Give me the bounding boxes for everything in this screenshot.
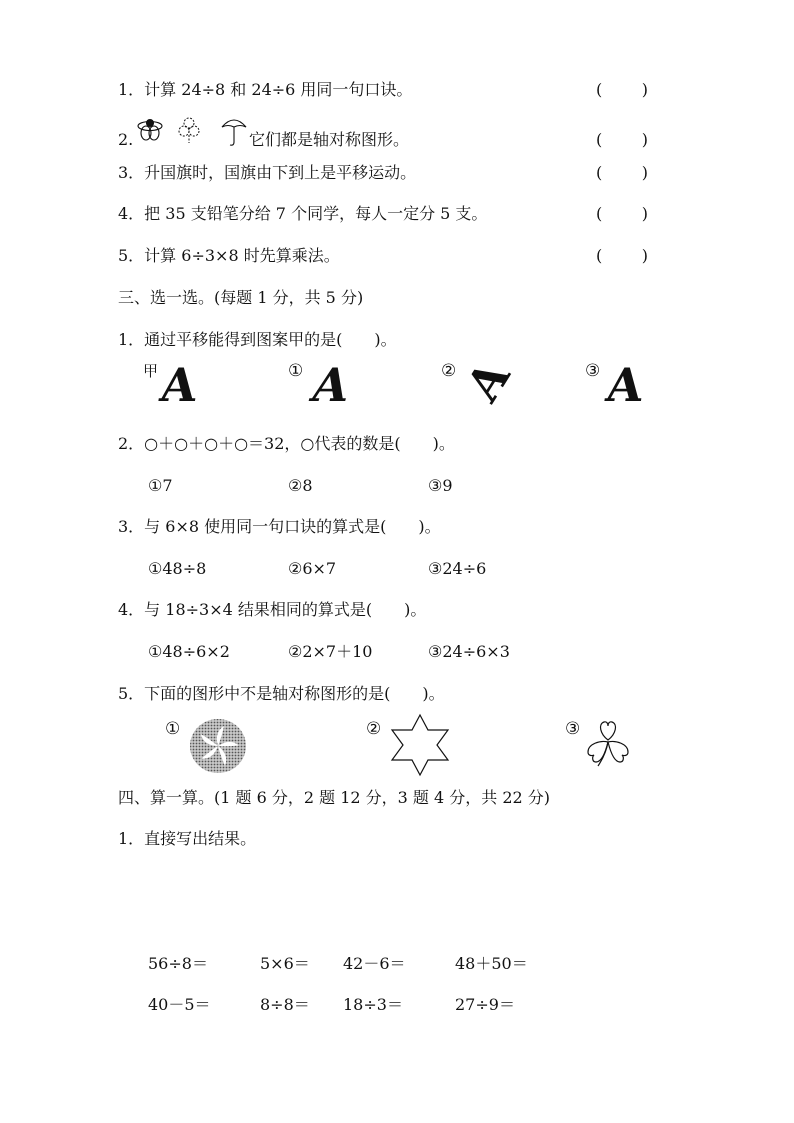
- umbrella-figure-icon: [222, 120, 246, 145]
- judge-item-2-number: 2.: [118, 130, 134, 149]
- judge-item-2-figures: [134, 115, 244, 149]
- judge-item-2-text: 它们都是轴对称图形。: [249, 130, 410, 149]
- s3-q1-label-jia: 甲: [143, 362, 159, 380]
- s3-q1-label-1[interactable]: ①: [288, 361, 304, 381]
- calc-1-3: 42－6＝: [343, 954, 406, 973]
- section4-title: 四、算一算。(1 题 6 分，2 题 12 分，3 题 4 分，共 22 分): [118, 788, 551, 807]
- calc-2-3: 18÷3＝: [343, 995, 403, 1014]
- s3-q5-label-3[interactable]: ③: [565, 719, 581, 739]
- calc-1-1: 56÷8＝: [148, 954, 208, 973]
- letter-a-option-3: A: [603, 358, 647, 412]
- letter-a-original: A: [157, 358, 201, 412]
- calc-2-4: 27÷9＝: [455, 995, 515, 1014]
- judge-item-1: 1．计算 24÷8 和 24÷6 用同一句口诀。: [118, 80, 413, 99]
- s3-q3-text: 3．与 6×8 使用同一句口诀的算式是( )。: [118, 517, 441, 536]
- judge-item-4: 4．把 35 支铅笔分给 7 个同学，每人一定分 5 支。: [118, 204, 488, 223]
- answer-paren-3[interactable]: ( ): [596, 163, 648, 182]
- heart-clover-icon: [584, 718, 632, 768]
- calc-2-1: 40－5＝: [148, 995, 211, 1014]
- clover-figure-icon: [179, 118, 199, 143]
- section3-title: 三、选一选。(每题 1 分，共 5 分): [118, 288, 364, 307]
- letter-a-option-1: A: [306, 358, 356, 412]
- s3-q4-option-1[interactable]: ①48÷6×2: [148, 642, 230, 661]
- s3-q2-option-1[interactable]: ①7: [148, 476, 173, 495]
- letter-a-option-2: A: [455, 351, 521, 411]
- s4-q1-text: 1．直接写出结果。: [118, 829, 257, 848]
- s3-q2-option-3[interactable]: ③9: [428, 476, 453, 495]
- answer-paren-4[interactable]: ( ): [596, 204, 648, 223]
- calc-1-2: 5×6＝: [260, 954, 310, 973]
- answer-paren-1[interactable]: ( ): [596, 80, 648, 99]
- s3-q4-option-3[interactable]: ③24÷6×3: [428, 642, 510, 661]
- s3-q3-option-1[interactable]: ①48÷8: [148, 559, 207, 578]
- s3-q4-option-2[interactable]: ②2×7＋10: [288, 642, 373, 661]
- s3-q1-label-2[interactable]: ②: [441, 361, 457, 381]
- s3-q1-label-3[interactable]: ③: [585, 361, 601, 381]
- s3-q5-label-2[interactable]: ②: [366, 719, 382, 739]
- calc-2-2: 8÷8＝: [260, 995, 310, 1014]
- bauhinia-flag-icon: [189, 718, 247, 774]
- s3-q2-text: 2．○＋○＋○＋○＝32，○代表的数是( )。: [118, 434, 455, 453]
- s3-q2-option-2[interactable]: ②8: [288, 476, 313, 495]
- s3-q3-option-2[interactable]: ②6×7: [288, 559, 337, 578]
- flower-figure-icon: [138, 120, 162, 141]
- s3-q3-option-3[interactable]: ③24÷6: [428, 559, 487, 578]
- judge-item-3: 3．升国旗时，国旗由下到上是平移运动。: [118, 163, 417, 182]
- judge-item-5: 5．计算 6÷3×8 时先算乘法。: [118, 246, 340, 265]
- s3-q1-text: 1．通过平移能得到图案甲的是( )。: [118, 330, 397, 349]
- answer-paren-5[interactable]: ( ): [596, 246, 648, 265]
- six-point-star-icon: [390, 714, 450, 776]
- answer-paren-2[interactable]: ( ): [596, 130, 648, 149]
- calc-1-4: 48＋50＝: [455, 954, 528, 973]
- s3-q5-text: 5．下面的图形中不是轴对称图形的是( )。: [118, 684, 445, 703]
- s3-q5-label-1[interactable]: ①: [165, 719, 181, 739]
- s3-q4-text: 4．与 18÷3×4 结果相同的算式是( )。: [118, 600, 427, 619]
